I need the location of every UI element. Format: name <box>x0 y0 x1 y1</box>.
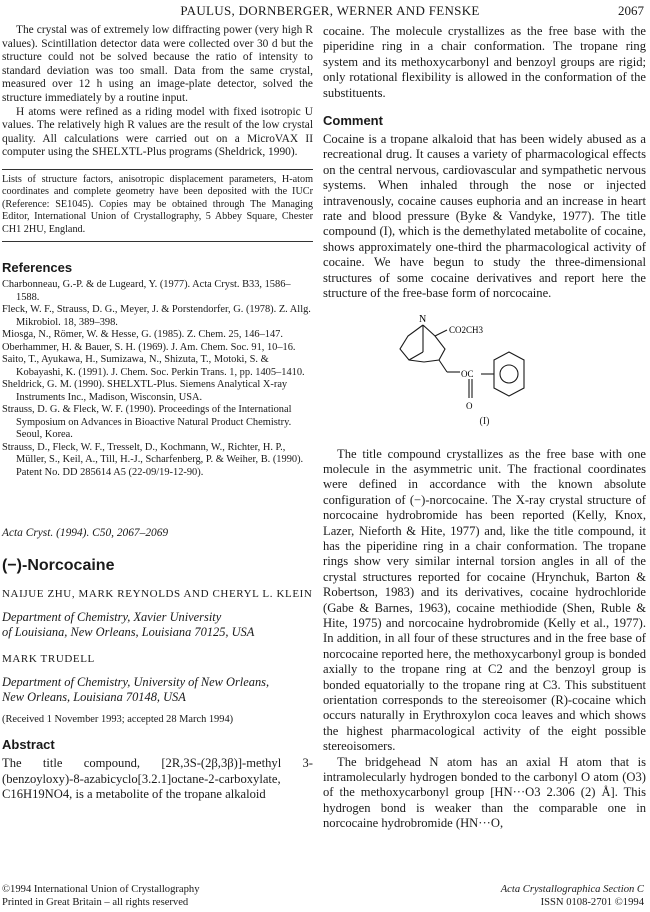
received-dates: (Received 1 November 1993; accepted 28 March 1994) <box>2 714 234 726</box>
paragraph: H atoms were refined as a riding model with fixed isotropic U values. The relatively high R values are the result of the low crystal quality. All calculations were carried out on a MicroVAX II computer using the SHELXTL-Plus programs (Sheldrick, 1990). <box>2 105 313 159</box>
n-atom-label: N <box>419 313 427 325</box>
running-title: PAULUS, DORNBERGER, WERNER AND FENSKE <box>180 3 480 18</box>
paragraph: cocaine. The molecule crystallizes as the free base with the piperidine ring in a chair conformation. The tropane ring system and its methoxycarbonyl and benzoyl groups are rigid; only rotational flexibility is allowed in the conformation of the substituents. <box>323 24 646 100</box>
ester-label: CO2CH3 <box>449 324 484 335</box>
reference-item: Oberhammer, H. & Bauer, S. H. (1969). J. Am. Chem. Soc. 91, 10–16. <box>2 341 296 353</box>
right-column <box>323 24 646 832</box>
reference-item: Strauss, D., Fleck, W. F., Tresselt, D., Kochmann, W., Richter, H. P., Müller, S., Keil, A., Till, H.-J., Scharfenberg, P. & Weiher, B. (1990). Patent No. DD 285614 A5 (22-09/19-12-90). <box>2 441 304 478</box>
article-citation: Acta Cryst. (1994). C50, 2067–2069 <box>2 527 169 540</box>
reference-item: Strauss, D. G. & Fleck, W. F. (1990). Proceedings of the International Symposium on Advances in Bioactive Natural Product Chemistry. Seoul, Korea. <box>2 404 292 441</box>
reference-item: Fleck, W. F., Strauss, D. G., Meyer, J. & Porstendorfer, G. (1978). Z. Allg. Mikrobiol. 18, 389–398. <box>2 304 311 328</box>
structure-diagram <box>323 312 646 430</box>
references-heading: References <box>2 260 73 276</box>
printed-note: Printed in Great Britain – all rights reserved <box>2 897 189 908</box>
author-list: MARK TRUDELL <box>2 653 95 666</box>
footer-left <box>2 883 200 909</box>
chemical-structure <box>323 312 646 430</box>
comment-paragraph: Cocaine is a tropane alkaloid that has been widely abused as a recreational drug. It causes a variety of pharmacological effects on the central nervous, cardiovascular and sympathetic nervous systems. When inhaled through the nose or injected intravenously, cocaine causes euphoria and an increase in heart rate and blood pressure (Byke & Vandyke, 1977). The title compound (I), which is the demethylated metabolite of cocaine, shows approximately one-third the pharmacological activity of cocaine. We have begun to study the three-dimensional structures of some cocaine derivatives and report here the structure of the free-base form of norcocaine. <box>323 132 646 301</box>
deposition-text: Lists of structure factors, anisotropic displacement parameters, H-atom coordinates and complete geometry have been deposited with the IUCr (Reference: SE1045). Copies may be obtained through The Managing Editor, International Union of Crystallography, 5 Abbey Square, Chester CH1 2HU, England. <box>2 173 313 235</box>
oxygen-label: O <box>466 400 473 411</box>
issn: ISSN 0108-2701 ©1994 <box>540 897 644 908</box>
paragraph: The title compound crystallizes as the free base with one molecule in the asymmetric unit. The fractional coordinates were defined in accordance with the known absolute configuration of (−)-norcocaine. The X-ray crystal structure of norcocaine hydrobromide has been reported (Kelly, Knox, Lazer, Nieforth & Hite, 1977) and, like the title compound, it has the piperidine ring in a chair conformation. The tropane rings show very similar internal torsion angles in all of the crystal structures reported for cocaine (Hrynchuk, Barton & Robertson, 1983) and its derivatives, cocaine hydrochloride (Gabe & Barnes, 1963), cocaine methiodide (Shen, Ruble & Hite, 1975) and norcocaine hydrobromide (Kelly et al., 1977). In addition, in all four of these structures and in the free base of norcocaine reported here, the methoxycarbonyl group is bonded axially to the tropane ring at C2 and the benzoyl group is bonded equatorially to the tropane ring at C3. This substituent orientation corresponds to the stereoisomer (R)-cocaine which occurs naturally in Erythroxylon coca leaves and which shows the highest pharmacological activity of the eight possible stereoisomers. <box>323 446 646 754</box>
compound-label: (I) <box>479 415 490 427</box>
abstract-section <box>2 737 313 802</box>
author-list: NAIJUE ZHU, MARK REYNOLDS AND CHERYL L. KLEIN <box>2 588 313 601</box>
reference-item: Charbonneau, G.-P. & de Lugeard, Y. (1977). Acta Cryst. B33, 1586–1588. <box>2 279 291 303</box>
reference-item: Sheldrick, G. M. (1990). SHELXTL-Plus. Siemens Analytical X-ray Instruments Inc., Madison, Wisconsin, USA. <box>2 379 288 403</box>
reference-item: Miosga, N., Römer, W. & Hesse, G. (1985). Z. Chem. 25, 146–147. <box>2 329 283 341</box>
affiliation: Department of Chemistry, Xavier University of Louisiana, New Orleans, Louisiana 70125, USA <box>2 610 255 640</box>
article-title: (−)-Norcocaine <box>2 557 115 575</box>
abstract-heading: Abstract <box>2 737 55 753</box>
running-header <box>0 3 650 23</box>
carbonyl-label: OC <box>461 368 474 379</box>
left-column <box>2 24 313 803</box>
copyright: ©1994 International Union of Crystallography <box>2 884 200 895</box>
deposition-note <box>2 169 313 243</box>
paragraph: The crystal was of extremely low diffracting power (very high R values). Scintillation detector data were collected over 30 d but the structure could not be solved because the ratio of intensity to standard deviation was too small. Data from the same crystal, measured over 12 h using an image-plate detector, solved the structure immediately by a routine input. <box>2 24 313 104</box>
journal-name: Acta Crystallographica Section C <box>500 884 644 895</box>
reference-list <box>2 279 313 479</box>
affiliation: Department of Chemistry, University of New Orleans, New Orleans, Louisiana 70148, USA <box>2 675 270 705</box>
comment-heading: Comment <box>323 113 383 129</box>
footer-right <box>501 883 644 909</box>
abstract-text: The title compound, [2R,3S-(2β,3β)]-methyl 3-(benzoyloxy)-8-azabicyclo[3.2.1]octane-2-carboxylate, C16H19NO4, is a metabolite of the tropane alkaloid <box>2 756 313 802</box>
reference-item: Saito, T., Ayukawa, H., Sumizawa, N., Shizuta, T., Motoki, S. & Kobayashi, K. (1991). J. Chem. Soc. Perkin Trans. 1, pp. 1405–1410. <box>2 354 305 378</box>
page-number: 2067 <box>618 3 644 18</box>
paragraph: The bridgehead N atom has an axial H atom that is intramolecularly hydrogen bonded to the carbonyl O atom (O3) of the methoxycarbonyl group [HN···O3 2.306 (2) Å]. This hydrogen bond is weaker than the comparable one in norcocaine hydrobromide (HN···O, <box>323 754 646 831</box>
